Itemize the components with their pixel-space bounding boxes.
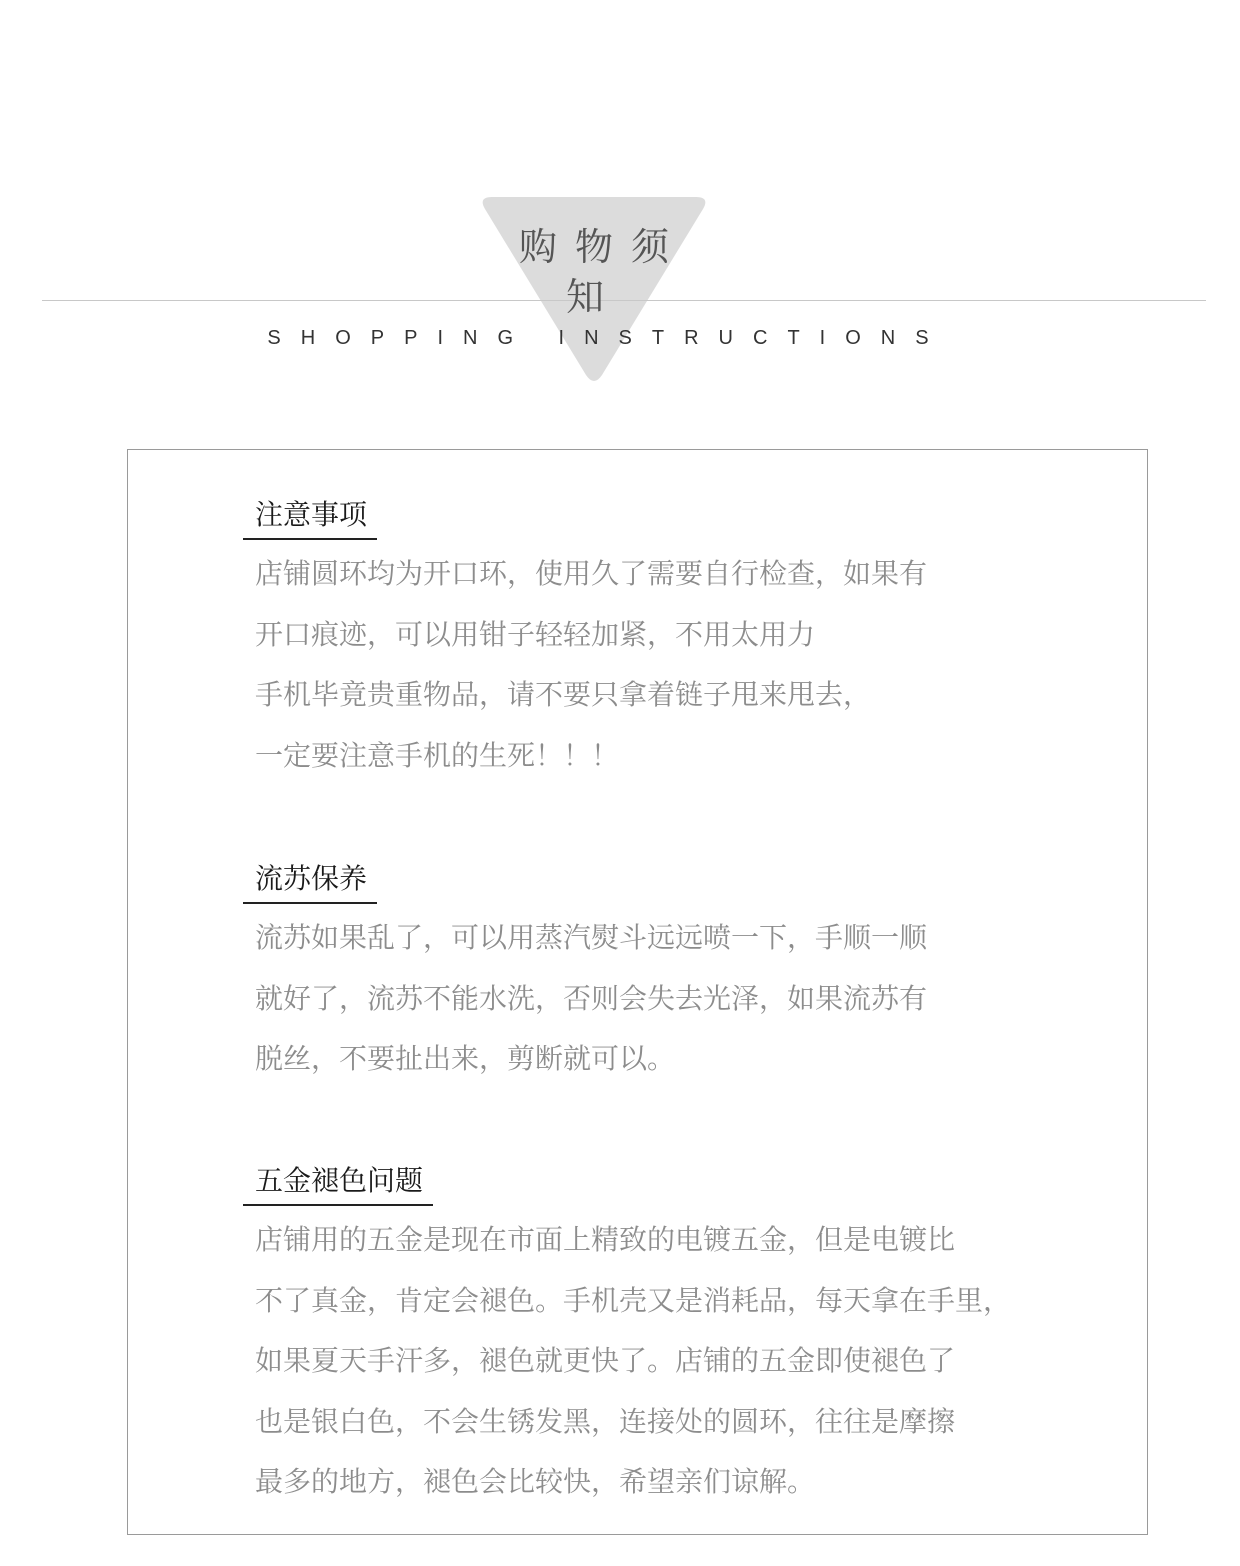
section-precautions: [243, 496, 927, 786]
text-line: 也是银白色，不会生锈发黑，连接处的圆环，往往是摩擦: [255, 1404, 956, 1438]
text-line: 店铺圆环均为开口环，使用久了需要自行检查，如果有: [255, 557, 928, 590]
section-title: 注意事项: [243, 496, 377, 540]
text-line: 如果夏天手汗多，褪色就更快了。店铺的五金即使褪色了: [255, 1344, 956, 1377]
section-title: 流苏保养: [243, 860, 377, 904]
text-line: 手机毕竟贵重物品，请不要只拿着链子甩来甩去，: [255, 678, 872, 711]
page-header: [0, 0, 1240, 420]
page-subtitle: SHOPPING INSTRUCTIONS: [267, 327, 949, 349]
text-line: 一定要注意手机的生死！！！: [255, 738, 620, 772]
text-line: 店铺用的五金是现在市面上精致的电镀五金，但是电镀比: [255, 1223, 956, 1256]
text-line: 开口痕迹，可以用钳子轻轻加紧，不用太用力: [255, 617, 816, 651]
section-tassel-care: [243, 860, 927, 1090]
text-line: 流苏如果乱了，可以用蒸汽熨斗远远喷一下，手顺一顺: [255, 921, 928, 954]
text-line: 就好了，流苏不能水洗，否则会失去光泽，如果流苏有: [255, 981, 928, 1015]
page-title: 购物须知: [518, 225, 687, 319]
text-line: 不了真金，肯定会褪色。手机壳又是消耗品，每天拿在手里，: [255, 1283, 1012, 1317]
section-body: [243, 1210, 1011, 1513]
text-line: 最多的地方，褪色会比较快，希望亲们谅解。: [255, 1465, 816, 1498]
section-body: [243, 544, 927, 786]
text-line: 脱丝，不要扯出来，剪断就可以。: [255, 1042, 676, 1075]
section-hardware-fading: [243, 1162, 1011, 1513]
section-body: [243, 908, 927, 1090]
section-title: 五金褪色问题: [243, 1162, 433, 1206]
